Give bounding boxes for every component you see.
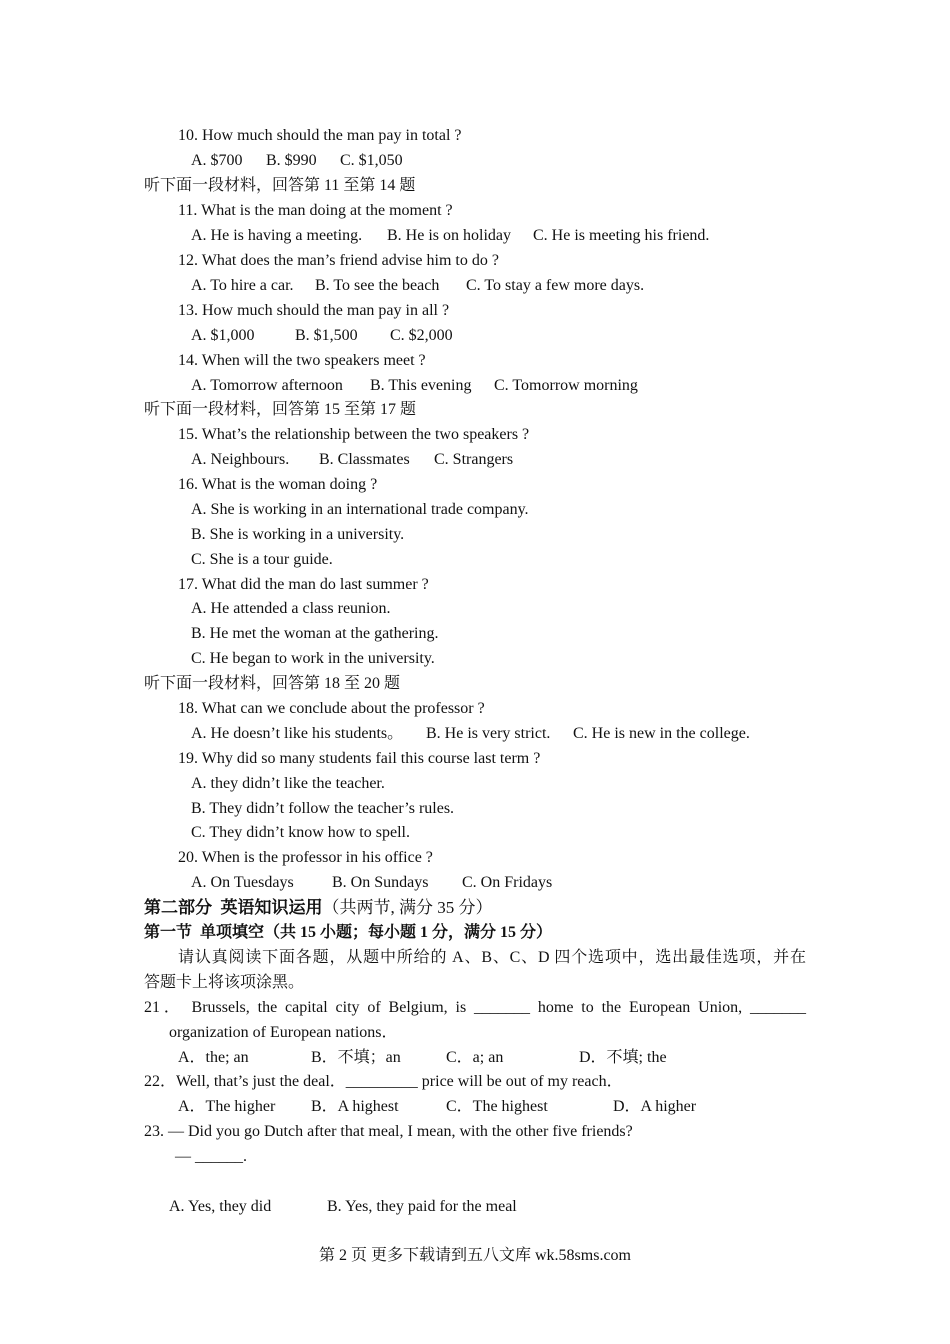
instruction-line-2: 答题卡上将该项涂黑。 bbox=[144, 974, 305, 991]
q20-option-a: A. On Tuesdays bbox=[191, 874, 294, 891]
q22-option-a: A．The higher bbox=[178, 1098, 276, 1115]
q19-option-c: C. They didn’t know how to spell. bbox=[191, 824, 410, 841]
question-21-cont: organization of European nations． bbox=[169, 1024, 398, 1041]
q21-option-a: A．the; an bbox=[178, 1049, 249, 1066]
q15-option-b: B. Classmates bbox=[319, 451, 410, 468]
q13-option-c: C. $2,000 bbox=[390, 327, 453, 344]
question-20: 20. When is the professor in his office ? bbox=[178, 849, 433, 866]
section-heading-18-20: 听下面一段材料，回答第 18 至 20 题 bbox=[144, 675, 401, 692]
question-22: 22．Well, that’s just the deal．_________ price will be out of my reach． bbox=[144, 1073, 623, 1090]
q14-option-b: B. This evening bbox=[370, 377, 472, 394]
question-12: 12. What does the man’s friend advise him to do ? bbox=[178, 252, 499, 269]
q14-option-c: C. Tomorrow morning bbox=[494, 377, 638, 394]
q22-option-d: D．A higher bbox=[613, 1098, 697, 1115]
q21-option-d: D．不填; the bbox=[579, 1049, 667, 1066]
q13-option-b: B. $1,500 bbox=[295, 327, 358, 344]
q15-option-a: A. Neighbours. bbox=[191, 451, 290, 468]
q23-option-b: B. Yes, they paid for the meal bbox=[327, 1198, 517, 1215]
q18-option-b: B. He is very strict. bbox=[426, 725, 551, 742]
q22-option-b: B．A highest bbox=[311, 1098, 399, 1115]
q16-option-b: B. She is working in a university. bbox=[191, 526, 405, 543]
q11-option-a: A. He is having a meeting. bbox=[191, 227, 363, 244]
q11-option-c: C. He is meeting his friend. bbox=[533, 227, 710, 244]
q19-option-a: A. they didn’t like the teacher. bbox=[191, 775, 385, 792]
q16-option-c: C. She is a tour guide. bbox=[191, 551, 333, 568]
q11-option-b: B. He is on holiday bbox=[387, 227, 511, 244]
page-footer: 第 2 页 更多下载请到五八文库 wk.58sms.com bbox=[318, 1247, 631, 1264]
section-heading-11-14: 听下面一段材料，回答第 11 至第 14 题 bbox=[144, 177, 416, 194]
question-19: 19. Why did so many students fail this course last term ? bbox=[178, 750, 541, 767]
question-15: 15. What’s the relationship between the two speakers ? bbox=[178, 426, 530, 443]
question-14: 14. When will the two speakers meet ? bbox=[178, 352, 426, 369]
question-23: 23. — Did you go Dutch after that meal, I mean, with the other five friends? bbox=[144, 1123, 633, 1140]
q16-option-a: A. She is working in an international trade company. bbox=[191, 501, 529, 518]
q18-option-c: C. He is new in the college. bbox=[573, 725, 750, 742]
part2-title-main: 第二部分 英语知识运用 bbox=[144, 898, 323, 917]
q14-option-a: A. Tomorrow afternoon bbox=[191, 377, 343, 394]
instruction-line-1: 请认真阅读下面各题，从题中所给的 A、B、C、D 四个选项中，选出最佳选项，并在 bbox=[178, 949, 806, 966]
question-16: 16. What is the woman doing ? bbox=[178, 476, 378, 493]
section-heading-15-17: 听下面一段材料，回答第 15 至第 17 题 bbox=[144, 401, 417, 418]
q21-option-c: C．a; an bbox=[446, 1049, 504, 1066]
q13-option-a: A. $1,000 bbox=[191, 327, 255, 344]
question-18: 18. What can we conclude about the professor ? bbox=[178, 700, 485, 717]
q22-option-c: C．The highest bbox=[446, 1098, 548, 1115]
question-23-answer-line: — ______. bbox=[175, 1148, 247, 1165]
q20-option-b: B. On Sundays bbox=[332, 874, 429, 891]
question-10: 10. How much should the man pay in total ? bbox=[178, 127, 462, 144]
question-13: 13. How much should the man pay in all ? bbox=[178, 302, 450, 319]
q18-option-a: A. He doesn’t like his students。 bbox=[191, 725, 404, 742]
q10-option-c: C. $1,050 bbox=[340, 152, 403, 169]
q23-option-a: A. Yes, they did bbox=[169, 1198, 272, 1215]
section1-title: 第一节 单项填空（共 15 小题；每小题 1 分，满分 15 分） bbox=[144, 924, 553, 941]
q17-option-b: B. He met the woman at the gathering. bbox=[191, 625, 439, 642]
q12-option-c: C. To stay a few more days. bbox=[466, 277, 645, 294]
q12-option-a: A. To hire a car. bbox=[191, 277, 294, 294]
q10-option-a: A. $700 bbox=[191, 152, 243, 169]
part2-title bbox=[144, 898, 493, 918]
part2-title-score: （共两节, 满分 35 分） bbox=[322, 898, 493, 917]
q19-option-b: B. They didn’t follow the teacher’s rules. bbox=[191, 800, 455, 817]
q17-option-c: C. He began to work in the university. bbox=[191, 650, 435, 667]
q12-option-b: B. To see the beach bbox=[315, 277, 440, 294]
q17-option-a: A. He attended a class reunion. bbox=[191, 600, 391, 617]
question-21: 21． Brussels, the capital city of Belgium, is _______ home to the European Union, _______ bbox=[144, 999, 806, 1016]
question-11: 11. What is the man doing at the moment ? bbox=[178, 202, 453, 219]
q21-option-b: B．不填；an bbox=[311, 1049, 401, 1066]
q15-option-c: C. Strangers bbox=[434, 451, 514, 468]
q10-option-b: B. $990 bbox=[266, 152, 317, 169]
question-17: 17. What did the man do last summer ? bbox=[178, 576, 429, 593]
q20-option-c: C. On Fridays bbox=[462, 874, 553, 891]
